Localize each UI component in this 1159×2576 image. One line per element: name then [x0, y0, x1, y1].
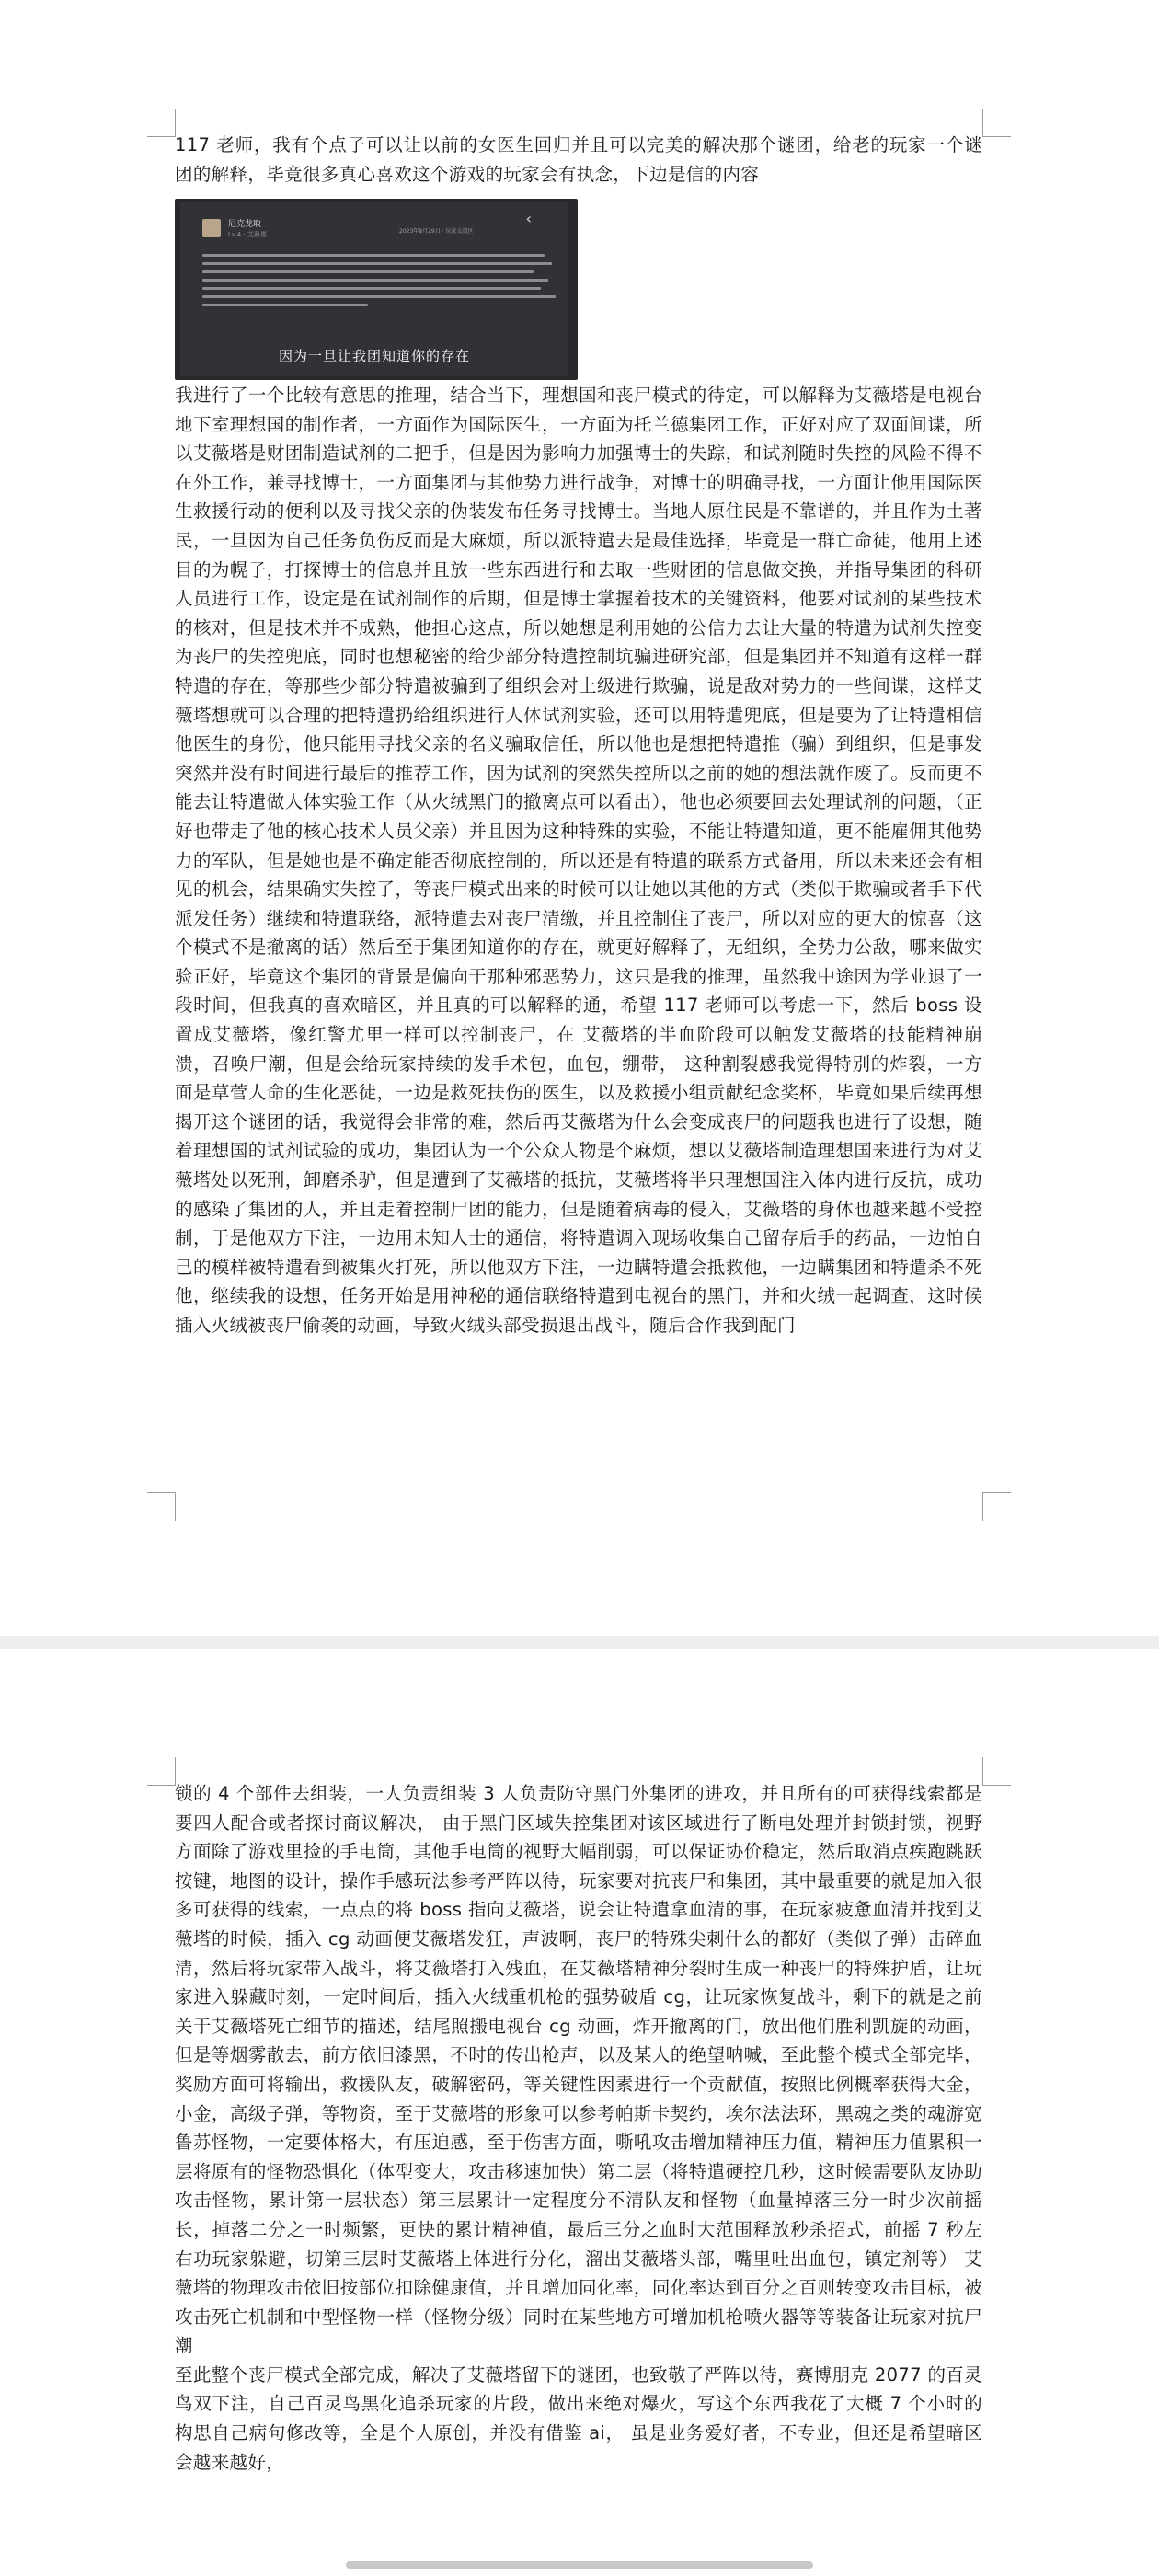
screenshot-meta: 2023年8月29日 · 玩家交流区 [399, 228, 474, 235]
intro-paragraph [175, 131, 982, 189]
text-line [202, 295, 556, 298]
embedded-screenshot [175, 199, 578, 380]
text-line [202, 304, 368, 306]
body-text: 我进行了一个比较有意思的推理，结合当下，理想国和丧尸模式的待定，可以解释为艾薇塔是电视台地下室理想国的制作者，一方面作为国际医生，一方面为托兰德集团工作，正好对应了双面间谍，所以艾薇塔是财团制造试剂的二把手，但是因为影响力加强博士的失踪，和试剂随时失控的风险不得不在外工作，兼寻找博士，一方面集团与其他势力进行战争，对博士的明确寻找，一方面让他用国际医生救援行动的便利以及寻找父亲的伪装发布任务寻找博士。当地人原住民是不靠谱的，并且作为土著民，一旦因为自己任务负伤反而是大麻烦，所以派特遣去是最佳选择，毕竟是一群亡命徒，他用上述目的为幌子，打探博士的信息并且放一些东西进行和去取一些财团的信息做交换，并指导集团的科研人员进行工作，设定是在试剂制作的后期，但是博士掌握着技术的关键资料，他要对试剂的某些技术的核对，但是技术并不成熟，他担心这点，所以她想是利用她的公信力去让大量的特遣为试剂失控变为丧尸的失控兜底，同时也想秘密的给少部分特遣控制坑骗进研究部，但是集团并不知道有这样一群特遣的存在，等那些少部分特遣被骗到了组织会对上级进行欺骗，说是敌对势力的一些间谍，这样艾薇塔想就可以合理的把特遣扔给组织进行人体试剂实验，还可以用特遣兜底，但是要为了让特遣相信他医生的身份，他只能用寻找父亲的名义骗取信任，所以他也是想把特遣推（骗）到组织，但是事发突然并没有时间进行最后的推荐工作，因为试剂的突然失控所以之前的她的想法就作废了。反而更不能去让特遣做人体实验工作（从火绒黑门的撤离点可以看出），他也必须要回去处理试剂的问题，（正好也带走了他的核心技术人员父亲）并且因为这种特殊的实验，不能让特遣知道，更不能雇佣其他势力的军队，但是她也是不确定能否彻底控制的，所以还是有特遣的联系方式备用，所以未来还会有相见的机会，结果确实失控了，等丧尸模式出来的时候可以让她以其他的方式（类似于欺骗或者手下代派发任务）继续和特遣联络，派特遣去对丧尸清缴，并且控制住了丧尸，所以对应的更大的惊喜（这个模式不是撤离的话）然后至于集团知道你的存在，就更好解释了，无组织，全势力公敌，哪来做实验正好，毕竟这个集团的背景是偏向于那种邪恶势力，这只是我的推理，虽然我中途因为学业退了一段时间，但我真的喜欢暗区，并且真的可以解释的通，希望 117 老师可以考虑一下，然后 boss 设置成艾薇塔，像红警尤里一样可以控制丧尸，在 艾薇塔的半血阶段可以触发艾薇塔的技能精神崩溃，召唤尸潮，但是会给玩家持续的发手术包，血包，绷带， 这种割裂感我觉得特别的炸裂，一方面是草菅人命的生化恶徒，一边是救死扶伤的医生，以及救援小组贡献纪念奖杯，毕竟如果后续再想揭开这个谜团的话，我觉得会非常的难，然后再艾薇塔为什么会变成丧尸的问题我也进行了设想，随着理想国的试剂试验的成功，集团认为一个公众人物是个麻烦，想以艾薇塔制造理想国来进行为对艾薇塔处以死刑，卸磨杀驴，但是遭到了艾薇塔的抵抗，艾薇塔将半只理想国注入体内进行反抗，成功的感染了集团的人，并且走着控制尸团的能力，但是随着病毒的侵入，艾薇塔的身体也越来越不受控制，于是他双方下注，一边用未知人士的通信，将特遣调入现场收集自己留存后手的药品，一边怕自己的模样被特遣看到被集火打死，所以他双方下注，一边瞒特遣会抵救他，一边瞒集团和特遣杀不死他，继续我的设想，任务开始是用神秘的通信联络特遣到电视台的黑门，并和火绒一起调查，这时候插入火绒被丧尸偷袭的动画，导致火绒头部受损退出战斗，随后合作我到配门 [175, 385, 982, 1336]
ending-text: 至此整个丧尸模式全部完成，解决了艾薇塔留下的谜团，也致敬了严阵以待，赛博朋克 2077 的百灵鸟双下注，自己百灵鸟黑化追杀玩家的片段，做出来绝对爆火，写这个东西我花了大概 7 个小时的构思自己病句修改等，全是个人原创，并没有借鉴 ai， 虽是业务爱好者，不专业，但还是希望暗区会越来越好， [175, 2363, 982, 2473]
crop-mark [147, 109, 176, 137]
crop-mark [147, 1492, 176, 1521]
horizontal-scrollbar[interactable] [346, 2561, 813, 2569]
back-arrow-icon: ‹ [525, 210, 532, 227]
screenshot-username: 尼克龙取 [228, 220, 262, 229]
page-gap [0, 1636, 1159, 1649]
text-line [202, 254, 545, 257]
screenshot-panel [180, 202, 568, 376]
document-page-2 [0, 1649, 1159, 2576]
avatar [202, 219, 221, 237]
text-line [202, 279, 548, 282]
body-text: 锁的 4 个部件去组装，一人负责组装 3 人负责防守黑门外集团的进攻，并且所有的可获得线索都是要四人配合或者探讨商议解决， 由于黑门区域失控集团对该区域进行了断电处理并封锁封锁，视野方面除了游戏里捡的手电筒，其他手电筒的视野大幅削弱，可以保证协价稳定，然后取消点疾跑跳跃按键，地图的设计，操作手感玩法参考严阵以待，玩家要对抗丧尸和集团，其中最重要的就是加入很多可获得的线索，一点点的将 boss 指向艾薇塔，说会让特遣拿血清的事，在玩家疲惫血清并找到艾薇塔的时候，插入 cg 动画便艾薇塔发狂，声波啊，丧尸的特殊尖刺什么的都好（类似子弹）击碎血清，然后将玩家带入战斗，将艾薇塔打入残血，在艾薇塔精神分裂时生成一种丧尸的特殊护盾，让玩家进入躲藏时刻，一定时间后，插入火绒重机枪的强势破盾 cg，让玩家恢复战斗，剩下的就是之前关于艾薇塔死亡细节的描述，结尾照搬电视台 cg 动画，炸开撤离的门，放出他们胜利凯旋的动画，但是等烟雾散去，前方依旧漆黑，不时的传出枪声，以及某人的绝望呐喊，至此整个模式全部完毕，奖励方面可将输出，救援队友，破解密码，等关键性因素进行一个贡献值，按照比例概率获得大金，小金，高级子弹，等物资，至于艾薇塔的形象可以参考帕斯卡契约，埃尔法法环，黑魂之类的魂游宽鲁苏怪物，一定要体格大，有压迫感，至于伤害方面，嘶吼攻击增加精神压力值，精神压力值累积一层将原有的怪物恐惧化（体型变大，攻击移速加快）第二层（将特遣硬控几秒，这时候需要队友协助攻击怪物，累计第一层状态）第三层累计一定程度分不清队友和怪物（血量掉落三分一时少次前摇长，掉落二分之一时频繁，更快的累计精神值，最后三分之血时大范围释放秒杀招式，前摇 7 秒左右功玩家躲避，切第三层时艾薇塔上体进行分化，溜出艾薇塔头部，嘴里吐出血包，镇定剂等） 艾薇塔的物理攻击依旧按部位扣除健康值，并且增加同化率，同化率达到百分之百则转变攻击目标，被攻击死亡机制和中型怪物一样（怪物分级）同时在某些地方可增加机枪喷火器等等装备让玩家对抗尸潮 [175, 1783, 982, 2357]
crop-mark [982, 1492, 1011, 1521]
continued-paragraph [175, 1779, 982, 2477]
screenshot-user-subtitle: Lv.4 · 艾薇塔 [228, 231, 267, 238]
crop-mark [982, 1757, 1011, 1786]
screenshot-caption: 因为一旦让我团知道你的存在 [278, 348, 470, 364]
text-line [202, 262, 552, 265]
text-line [202, 287, 541, 290]
intro-text: 117 老师，我有个点子可以让以前的女医生回归并且可以完美的解决那个谜团，给老的玩家一个谜团的解释，毕竟很多真心喜欢这个游戏的玩家会有执念，下边是信的内容 [175, 134, 982, 185]
text-line [202, 270, 534, 273]
crop-mark [982, 109, 1011, 137]
main-paragraph [175, 381, 982, 1340]
crop-mark [147, 1757, 176, 1786]
